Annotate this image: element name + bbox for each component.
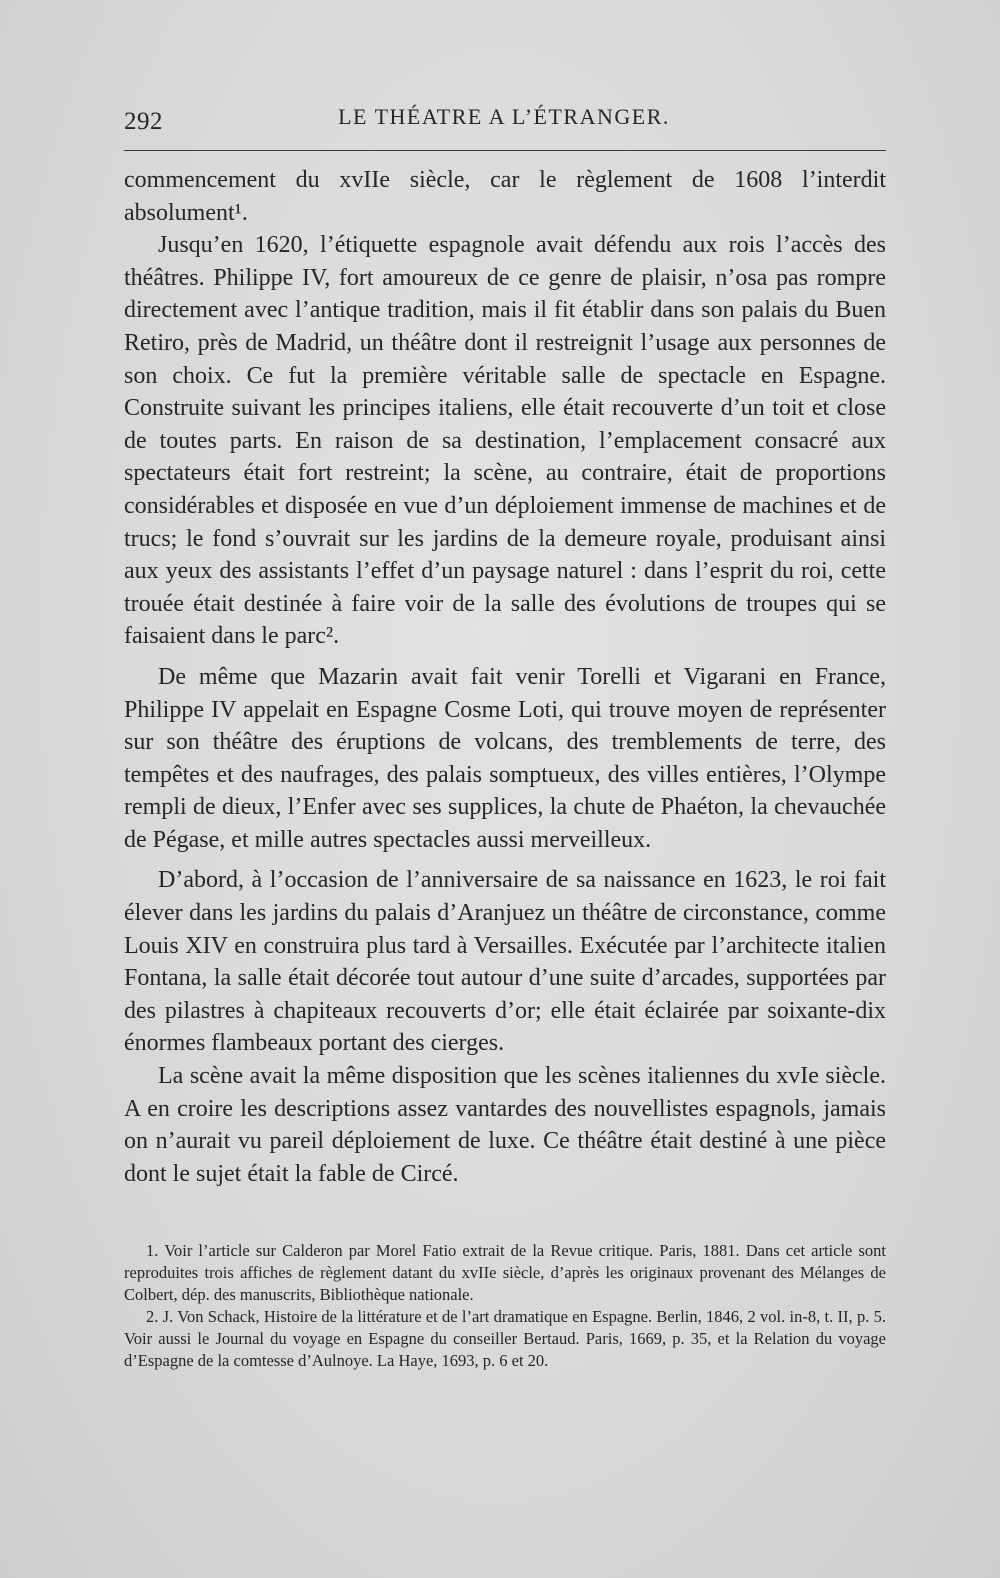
page-header [124, 100, 884, 144]
paragraph-3: De même que Mazarin avait fait venir Torelli et Vigarani en France, Philippe IV appelait en Espagne Cosme Loti, qui trouve moyen de représenter sur son théâtre des éruptions de volcans, des tremblements de terre, des tempêtes et des naufrages, des palais somptueux, des villes entières, l’Olympe rempli de dieux, l’Enfer avec ses supplices, la chute de Phaéton, la chevauchée de Pégase, et mille autres spectacles aussi merveilleux. [124, 663, 886, 853]
footnotes [124, 1240, 886, 1372]
footnote-1: 1. Voir l’article sur Calderon par Morel Fatio extrait de la Revue critique. Paris, 1881. Dans cet article sont reproduites trois affiches de règlement datant du xvIIe siècle, d’après les originaux provenant des Mélanges de Colbert, dép. des manuscrits, Bibliothèque nationale. [124, 1241, 886, 1304]
header-rule [124, 150, 886, 151]
paragraph-5: La scène avait la même disposition que les scènes italiennes du xvIe siècle. A en croire les descriptions assez vantardes des nouvellistes espagnols, jamais on n’aurait vu pareil déploiement de luxe. Ce théâtre était destiné à une pièce dont le sujet était la fable de Circé. [124, 1063, 886, 1187]
page-number: 292 [124, 108, 163, 135]
footnote-2: 2. J. Von Schack, Histoire de la littérature et de l’art dramatique en Espagne. Berlin, 1846, 2 vol. in-8, t. II, p. 5. Voir aussi le Journal du voyage en Espagne du conseiller Bertaud. Paris, 1669, p. 35, et la Relation du voyage d’Espagne de la comtesse d’Aulnoye. La Haye, 1693, p. 6 et 20. [124, 1307, 886, 1370]
paragraph-1: commencement du xvIIe siècle, car le règlement de 1608 l’interdit absolument¹. [124, 167, 886, 226]
running-title: LE THÉATRE A L’ÉTRANGER. [338, 104, 670, 129]
paragraph-2: Jusqu’en 1620, l’étiquette espagnole avait défendu aux rois l’accès des théâtres. Philippe IV, fort amoureux de ce genre de plaisir, n’osa pas rompre directement avec l’antique tradition, mais il fit établir dans son palais du Buen Retiro, près de Madrid, un théâtre dont il restreignit l’usage aux personnes de son choix. Ce fut la première véritable salle de spectacle en Espagne. Construite suivant les principes italiens, elle était recouverte d’un toit et close de toutes parts. En raison de sa destination, l’emplacement consacré aux spectateurs était fort restreint; la scène, au contraire, était de proportions considérables et disposée en vue d’un déploiement immense de machines et de trucs; le fond s’ouvrait sur les jardins de la demeure royale, produisant ainsi aux yeux des assistants l’effet d’un paysage naturel : dans l’esprit du roi, cette trouée était destinée à faire voir de la salle des évolutions de troupes qui se faisaient dans le parc². [124, 232, 886, 650]
body-text [124, 164, 886, 1190]
paragraph-4: D’abord, à l’occasion de l’anniversaire de sa naissance en 1623, le roi fait élever dans les jardins du palais d’Aranjuez un théâtre de circonstance, comme Louis XIV en construira plus tard à Versailles. Exécutée par l’architecte italien Fontana, la salle était décorée tout autour d’une suite d’arcades, supportées par des pilastres à chapiteaux recouverts d’or; elle était éclairée par soixante-dix énormes flambeaux portant des cierges. [124, 867, 886, 1057]
